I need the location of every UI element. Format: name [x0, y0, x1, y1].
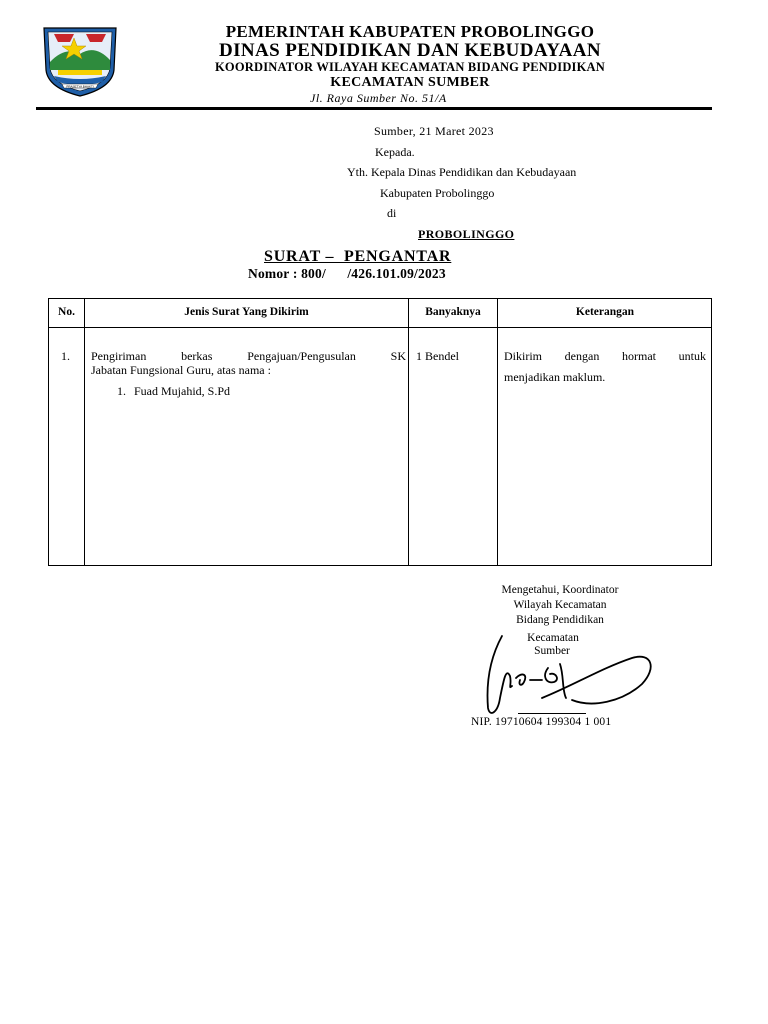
logo-caption: PRASETYA BHAKTI [66, 84, 94, 89]
header-jenis: Jenis Surat Yang Dikirim [184, 306, 309, 318]
signature-line1: Mengetahui, Koordinator [501, 584, 619, 596]
header-banyaknya: Banyaknya [425, 306, 481, 318]
letterhead-rule [36, 107, 712, 110]
header-divider [49, 327, 711, 328]
cell-no: 1. [61, 349, 70, 363]
cell-item-name: Fuad Mujahid, S.Pd [134, 384, 231, 398]
signature-line2: Wilayah Kecamatan [513, 599, 607, 611]
signature-name-line [518, 713, 586, 714]
header-keterangan: Keterangan [575, 306, 635, 318]
document-table [48, 298, 712, 566]
column-divider [84, 299, 85, 565]
place-date: Sumber, 21 Maret 2023 [374, 124, 494, 138]
letterhead-department: DINAS PENDIDIKAN DAN KEBUDAYAAN [218, 40, 602, 61]
handwritten-signature [482, 628, 657, 723]
cell-keterangan-line1: Dikirim dengan hormat untuk [504, 349, 706, 363]
cell-jenis-line1: Pengiriman berkas Pengajuan/Pengusulan SK [91, 349, 406, 363]
letterhead-address: Jl. Raya Sumber No. 51/A [310, 91, 447, 105]
signature-line3: Bidang Pendidikan [516, 614, 604, 626]
letterhead-district: KECAMATAN SUMBER [330, 75, 490, 90]
recipient-kabupaten: Kabupaten Probolinggo [380, 186, 495, 200]
column-divider [408, 299, 409, 565]
signature-line4: Kecamatan [527, 632, 579, 644]
recipient-yth: Yth. Kepala Dinas Pendidikan dan Kebudayaan [347, 165, 577, 179]
recipient-di: di [387, 206, 397, 220]
recipient-kepada: Kepada. [375, 145, 415, 159]
cell-item-number: 1. [117, 384, 126, 398]
cell-keterangan-line2: menjadikan maklum. [504, 370, 606, 384]
letter-title: SURAT – PENGANTAR [264, 248, 452, 265]
coat-of-arms-logo [40, 24, 120, 98]
recipient-city: PROBOLINGGO [418, 227, 515, 241]
header-no: No. [58, 306, 75, 318]
letter-number: Nomor : 800/ /426.101.09/2023 [248, 266, 446, 281]
column-divider [497, 299, 498, 565]
cell-jenis-line2: Jabatan Fungsional Guru, atas nama : [91, 363, 271, 377]
letterhead-coordinator: KOORDINATOR WILAYAH KECAMATAN BIDANG PENDIDIKAN [214, 60, 605, 74]
letterhead-government: PEMERINTAH KABUPATEN PROBOLINGGO [225, 22, 595, 41]
signature-line5: Sumber [534, 645, 570, 657]
cell-banyaknya: 1 Bendel [416, 349, 459, 363]
signatory-nip: NIP. 19710604 199304 1 001 [471, 716, 612, 728]
